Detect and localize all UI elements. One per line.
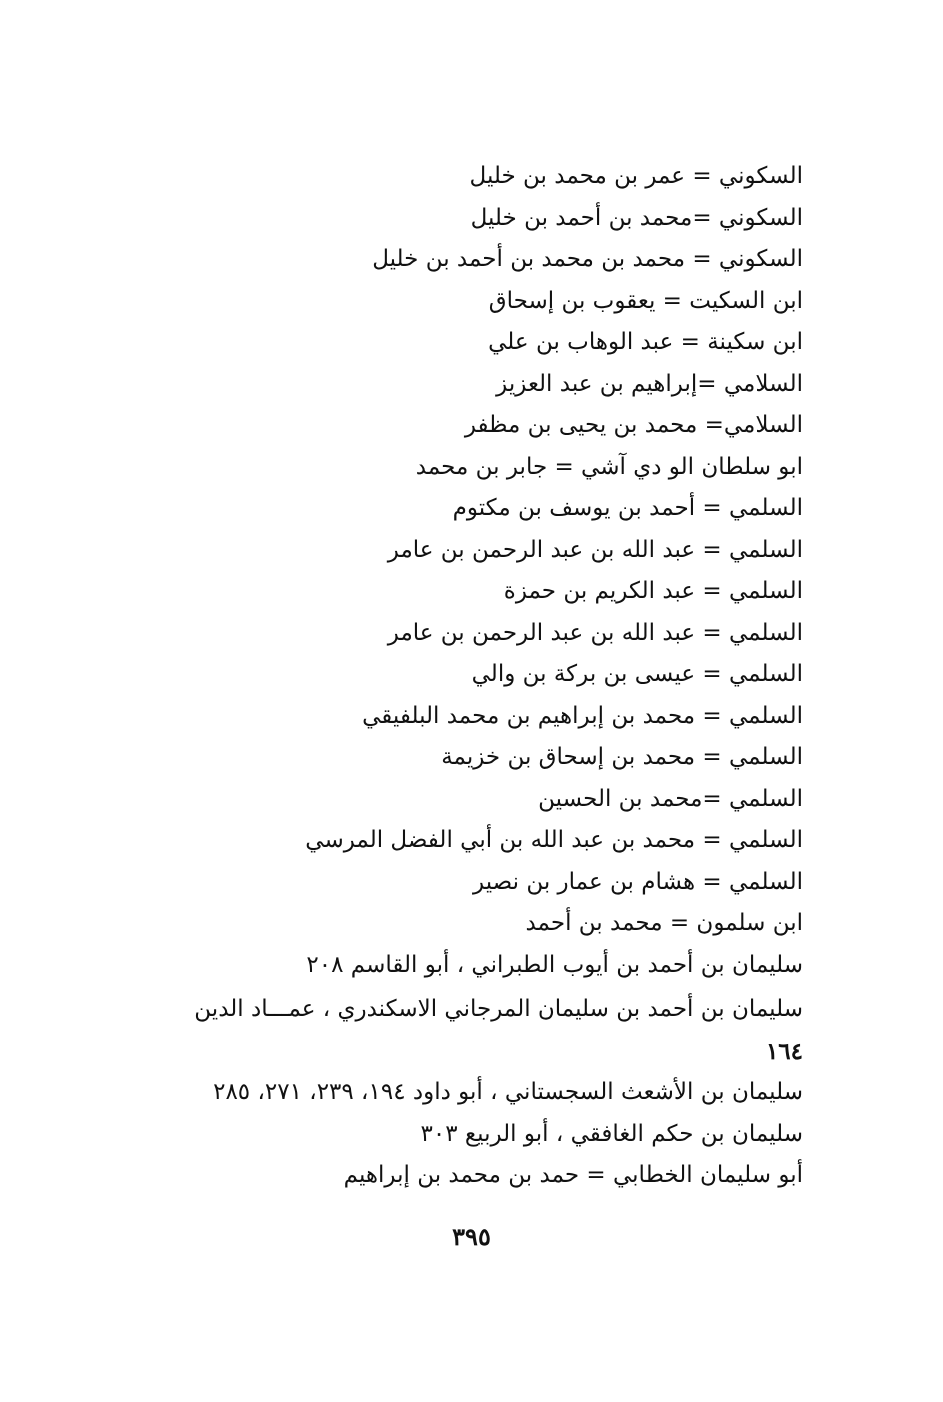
index-entry: السلمي = محمد بن إسحاق بن خزيمة <box>441 744 803 770</box>
index-entry: سليمان بن أحمد بن أيوب الطبراني ، أبو القاسم ٢٠٨ <box>306 951 803 978</box>
index-entry: ابن سلمون = محمد بن أحمد <box>525 910 803 936</box>
index-entry: السلمي = عبد الله بن عبد الرحمن بن عامر <box>387 619 803 646</box>
index-entry: السلمي = هشام بن عمار بن نصير <box>473 868 803 895</box>
index-entry: السلامي= محمد بن يحيى بن مظفر <box>464 412 803 438</box>
wrapped-entry-text: سليمان بن أحمد بن سليمان المرجاني الاسكندري ، عمـــاد الدين <box>194 996 803 1022</box>
index-entry: السكوني = عمر بن محمد بن خليل <box>469 163 803 189</box>
index-entry: ابن سكينة = عبد الوهاب بن علي <box>488 329 803 355</box>
index-entry: السلمي = عبد الله بن عبد الرحمن بن عامر <box>387 536 803 563</box>
index-entry-wrapped <box>123 986 803 1072</box>
index-entry: أبو سليمان الخطابي = حمد بن محمد بن إبراهيم <box>343 1162 803 1188</box>
wrapped-entry-page-ref: ١٦٤ <box>765 1038 803 1065</box>
index-entry: ابن السكيت = يعقوب بن إسحاق <box>488 287 803 314</box>
index-entry: سليمان بن حكم الغافقي ، أبو الربيع ٣٠٣ <box>420 1120 803 1147</box>
index-entry: السلمي = عيسى بن بركة بن والي <box>471 661 803 687</box>
index-entry: سليمان بن الأشعث السجستاني ، أبو داود ١٩٤، ٢٣٩، ٢٧١، ٢٨٥ <box>213 1079 803 1105</box>
index-entry: السلمي = محمد بن عبد الله بن أبي الفضل المرسي <box>305 827 803 853</box>
index-entry: ابو سلطان الو دي آشي = جابر بن محمد <box>415 453 803 480</box>
page-number: ٣٩٥ <box>452 1222 491 1251</box>
index-entry: السكوني =محمد بن أحمد بن خليل <box>470 204 803 231</box>
index-entry: السكوني = محمد بن محمد بن أحمد بن خليل <box>372 246 803 272</box>
index-entry: السلمي = محمد بن إبراهيم بن محمد البلفيقي <box>362 702 803 729</box>
index-entries <box>123 156 803 1197</box>
index-entry: السلامي =إبراهيم بن عبد العزيز <box>496 370 803 397</box>
index-entry: السلمي =محمد بن الحسين <box>538 785 803 812</box>
index-entry: السلمي = أحمد بن يوسف بن مكتوم <box>452 495 803 521</box>
index-entry: السلمي = عبد الكريم بن حمزة <box>503 578 803 604</box>
